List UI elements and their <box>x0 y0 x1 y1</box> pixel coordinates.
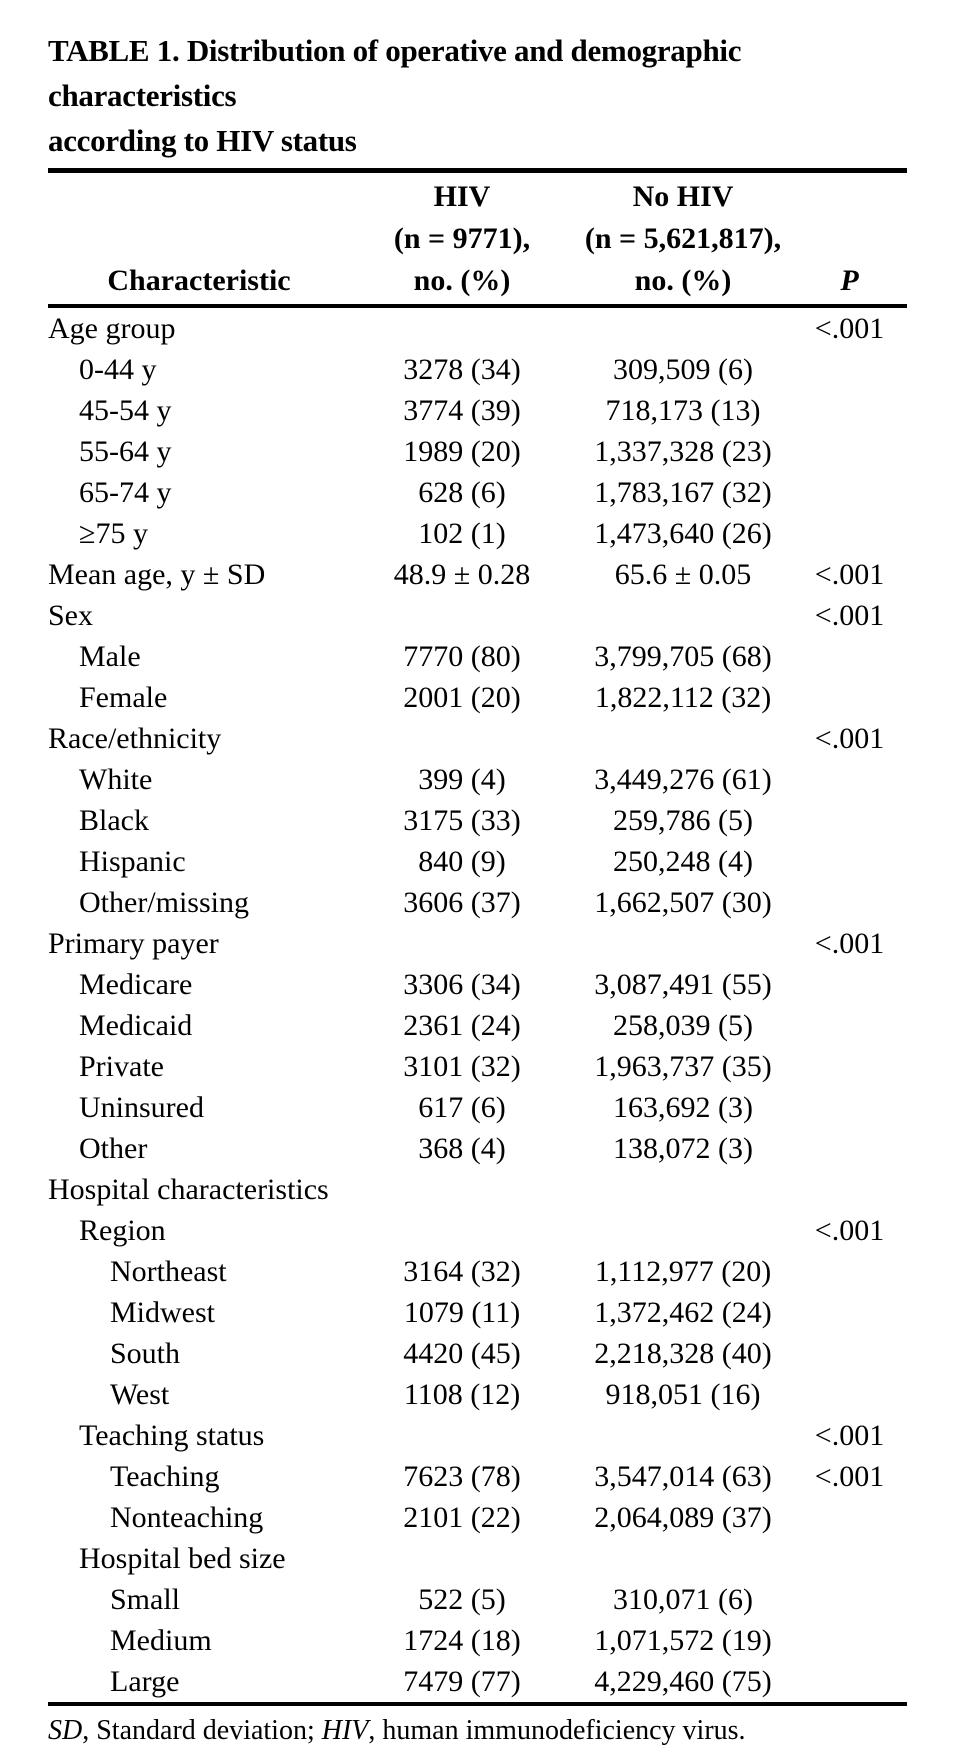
hiv-value: 7623 (78) <box>403 1460 521 1493</box>
no-hiv-value: 1,337,328 (23) <box>594 435 772 468</box>
footnote-segment: , human immunodeficiency virus. <box>368 1715 746 1746</box>
header-p: P <box>840 264 859 297</box>
hiv-value: 3278 (34) <box>403 353 521 386</box>
p-value <box>792 1661 907 1702</box>
row-label: Large <box>110 1665 180 1698</box>
hiv-value: 3774 (39) <box>403 394 521 427</box>
p-value <box>792 431 907 472</box>
header-line-3 <box>48 260 907 302</box>
p-value <box>792 1579 907 1620</box>
no-hiv-value <box>574 308 792 349</box>
hiv-value: 522 (5) <box>418 1583 506 1616</box>
table-row <box>48 390 907 431</box>
no-hiv-value: 2,218,328 (40) <box>594 1337 772 1370</box>
header-spacer <box>48 218 350 260</box>
table-row <box>48 923 907 964</box>
row-label: West <box>110 1378 170 1411</box>
row-label: Sex <box>48 599 93 632</box>
table-row <box>48 759 907 800</box>
hiv-value: 1724 (18) <box>403 1624 521 1657</box>
table-title-line-2: according to HIV status <box>48 123 357 158</box>
table-row <box>48 1661 907 1702</box>
row-label: Hispanic <box>79 845 186 878</box>
row-label: Male <box>79 640 141 673</box>
header-hiv-group: HIV <box>433 180 491 213</box>
table-row <box>48 349 907 390</box>
hiv-value <box>350 308 574 349</box>
p-value: <.001 <box>814 599 885 632</box>
p-value <box>792 513 907 554</box>
table-row <box>48 1579 907 1620</box>
no-hiv-value: 1,473,640 (26) <box>594 517 772 550</box>
hiv-value: 3606 (37) <box>403 886 521 919</box>
no-hiv-value: 718,173 (13) <box>605 394 761 427</box>
table-row <box>48 1005 907 1046</box>
no-hiv-value <box>574 1415 792 1456</box>
hiv-value: 2101 (22) <box>403 1501 521 1534</box>
p-value <box>792 1538 907 1579</box>
table-row <box>48 800 907 841</box>
header-no-hiv-n: (n = 5,621,817), <box>584 222 782 255</box>
table-row <box>48 964 907 1005</box>
hiv-value: 3164 (32) <box>403 1255 521 1288</box>
table-row <box>48 513 907 554</box>
table-row <box>48 1128 907 1169</box>
no-hiv-value: 1,822,112 (32) <box>594 681 772 714</box>
no-hiv-value: 3,547,014 (63) <box>594 1460 772 1493</box>
p-value: <.001 <box>814 927 885 960</box>
no-hiv-value: 4,229,460 (75) <box>594 1665 772 1698</box>
no-hiv-value: 163,692 (3) <box>613 1091 753 1124</box>
no-hiv-value: 3,449,276 (61) <box>594 763 772 796</box>
table-row <box>48 1087 907 1128</box>
hiv-value: 102 (1) <box>418 517 506 550</box>
row-label: Teaching <box>110 1460 220 1493</box>
table-row <box>48 595 907 636</box>
table-title <box>48 28 907 163</box>
row-label: Region <box>79 1214 166 1247</box>
no-hiv-value: 250,248 (4) <box>613 845 753 878</box>
p-value <box>792 1292 907 1333</box>
row-label: Black <box>79 804 149 837</box>
row-label: Hospital characteristics <box>48 1173 329 1206</box>
hiv-value <box>350 923 574 964</box>
no-hiv-value: 138,072 (3) <box>613 1132 753 1165</box>
table-header <box>48 173 907 304</box>
header-spacer <box>792 218 907 260</box>
hiv-value: 2001 (20) <box>403 681 521 714</box>
p-value <box>792 1497 907 1538</box>
p-value <box>792 1087 907 1128</box>
no-hiv-value: 1,783,167 (32) <box>594 476 772 509</box>
hiv-value: 3306 (34) <box>403 968 521 1001</box>
table-row <box>48 636 907 677</box>
table-row <box>48 1374 907 1415</box>
p-value <box>792 1169 907 1210</box>
no-hiv-value: 1,071,572 (19) <box>594 1624 772 1657</box>
no-hiv-value: 918,051 (16) <box>605 1378 761 1411</box>
header-line-2 <box>48 218 907 260</box>
header-hiv-unit: no. (%) <box>413 264 511 297</box>
table-row <box>48 1292 907 1333</box>
p-value <box>792 390 907 431</box>
hiv-value: 3101 (32) <box>403 1050 521 1083</box>
hiv-value: 1079 (11) <box>403 1296 521 1329</box>
row-label: White <box>79 763 153 796</box>
p-value <box>792 1005 907 1046</box>
table-title-line-1: TABLE 1. Distribution of operative and demographic characteristics <box>48 33 742 113</box>
p-value: <.001 <box>814 1214 885 1247</box>
header-characteristic: Characteristic <box>107 264 291 297</box>
p-value <box>792 1251 907 1292</box>
p-value <box>792 1620 907 1661</box>
header-spacer <box>792 176 907 218</box>
hiv-value: 7770 (80) <box>403 640 521 673</box>
table-row <box>48 841 907 882</box>
row-label: 0-44 y <box>79 353 157 386</box>
row-label: 65-74 y <box>79 476 172 509</box>
hiv-value <box>350 1538 574 1579</box>
row-label: Small <box>110 1583 181 1616</box>
row-label: Uninsured <box>79 1091 204 1124</box>
hiv-value: 1989 (20) <box>403 435 521 468</box>
row-label: Other/missing <box>79 886 249 919</box>
hiv-value <box>350 1415 574 1456</box>
row-label: Primary payer <box>48 927 219 960</box>
p-value <box>792 800 907 841</box>
hiv-value: 399 (4) <box>418 763 506 796</box>
table-row <box>48 1538 907 1579</box>
footnote-segment: SD <box>48 1715 83 1746</box>
p-value: <.001 <box>814 722 885 755</box>
p-value <box>792 677 907 718</box>
hiv-value: 1108 (12) <box>403 1378 521 1411</box>
table-row <box>48 1169 907 1210</box>
p-value <box>792 636 907 677</box>
p-value <box>792 964 907 1005</box>
no-hiv-value: 258,039 (5) <box>613 1009 753 1042</box>
no-hiv-value: 310,071 (6) <box>613 1583 753 1616</box>
no-hiv-value: 1,662,507 (30) <box>594 886 772 919</box>
table-row <box>48 1333 907 1374</box>
no-hiv-value <box>574 1169 792 1210</box>
row-label: Medicare <box>79 968 193 1001</box>
header-no-hiv-group: No HIV <box>632 180 734 213</box>
row-label: Other <box>79 1132 148 1165</box>
no-hiv-value: 259,786 (5) <box>613 804 753 837</box>
p-value <box>792 882 907 923</box>
hiv-value: 628 (6) <box>418 476 506 509</box>
p-value <box>792 1333 907 1374</box>
hiv-value <box>350 718 574 759</box>
p-value: <.001 <box>814 558 885 591</box>
table-row <box>48 882 907 923</box>
row-label: ≥75 y <box>79 517 148 550</box>
no-hiv-value <box>574 718 792 759</box>
header-spacer <box>48 176 350 218</box>
row-label: Medicaid <box>79 1009 193 1042</box>
table-row <box>48 1415 907 1456</box>
p-value: <.001 <box>814 312 885 345</box>
no-hiv-value: 1,112,977 (20) <box>594 1255 772 1288</box>
table-row <box>48 554 907 595</box>
no-hiv-value <box>574 923 792 964</box>
p-value: <.001 <box>814 1419 885 1452</box>
p-value <box>792 841 907 882</box>
hiv-value: 840 (9) <box>418 845 506 878</box>
table-row <box>48 1497 907 1538</box>
footnote-segment: , Standard deviation; <box>82 1715 322 1746</box>
no-hiv-value: 309,509 (6) <box>613 353 753 386</box>
row-label: Teaching status <box>79 1419 265 1452</box>
row-label: Female <box>79 681 168 714</box>
hiv-value <box>350 595 574 636</box>
row-label: Midwest <box>110 1296 215 1329</box>
no-hiv-value: 3,799,705 (68) <box>594 640 772 673</box>
p-value <box>792 1374 907 1415</box>
row-label: 55-64 y <box>79 435 172 468</box>
header-hiv-n: (n = 9771), <box>393 222 531 255</box>
table-row <box>48 1210 907 1251</box>
no-hiv-value: 1,372,462 (24) <box>594 1296 772 1329</box>
no-hiv-value: 1,963,737 (35) <box>594 1050 772 1083</box>
row-label: Mean age, y ± SD <box>48 558 266 591</box>
hiv-value <box>350 1210 574 1251</box>
table-footnote <box>48 1706 907 1751</box>
row-label: Hospital bed size <box>79 1542 286 1575</box>
p-value <box>792 472 907 513</box>
hiv-value: 7479 (77) <box>403 1665 521 1698</box>
no-hiv-value <box>574 1538 792 1579</box>
hiv-value: 368 (4) <box>418 1132 506 1165</box>
no-hiv-value: 65.6 ± 0.05 <box>614 558 752 591</box>
table-row <box>48 1620 907 1661</box>
table-row <box>48 472 907 513</box>
no-hiv-value <box>574 1210 792 1251</box>
row-label: Northeast <box>110 1255 227 1288</box>
row-label: 45-54 y <box>79 394 172 427</box>
table-row <box>48 1456 907 1497</box>
header-line-1 <box>48 176 907 218</box>
row-label: Private <box>79 1050 164 1083</box>
p-value <box>792 349 907 390</box>
footnote-segment: HIV <box>321 1715 369 1746</box>
no-hiv-value: 3,087,491 (55) <box>594 968 772 1001</box>
p-value <box>792 1046 907 1087</box>
p-value <box>792 1128 907 1169</box>
hiv-value: 48.9 ± 0.28 <box>393 558 531 591</box>
header-no-hiv-unit: no. (%) <box>634 264 732 297</box>
table-row <box>48 1046 907 1087</box>
table-row <box>48 718 907 759</box>
hiv-value: 3175 (33) <box>403 804 521 837</box>
row-label: Age group <box>48 312 176 345</box>
table-row <box>48 677 907 718</box>
table-row <box>48 431 907 472</box>
hiv-value: 4420 (45) <box>403 1337 521 1370</box>
p-value <box>792 759 907 800</box>
table-body <box>48 308 907 1702</box>
table-row <box>48 308 907 349</box>
hiv-value: 617 (6) <box>418 1091 506 1124</box>
table-row <box>48 1251 907 1292</box>
hiv-value <box>350 1169 574 1210</box>
row-label: Medium <box>110 1624 212 1657</box>
row-label: Race/ethnicity <box>48 722 222 755</box>
no-hiv-value <box>574 595 792 636</box>
row-label: Nonteaching <box>110 1501 264 1534</box>
hiv-value: 2361 (24) <box>403 1009 521 1042</box>
p-value: <.001 <box>814 1460 885 1493</box>
row-label: South <box>110 1337 181 1370</box>
no-hiv-value: 2,064,089 (37) <box>594 1501 772 1534</box>
